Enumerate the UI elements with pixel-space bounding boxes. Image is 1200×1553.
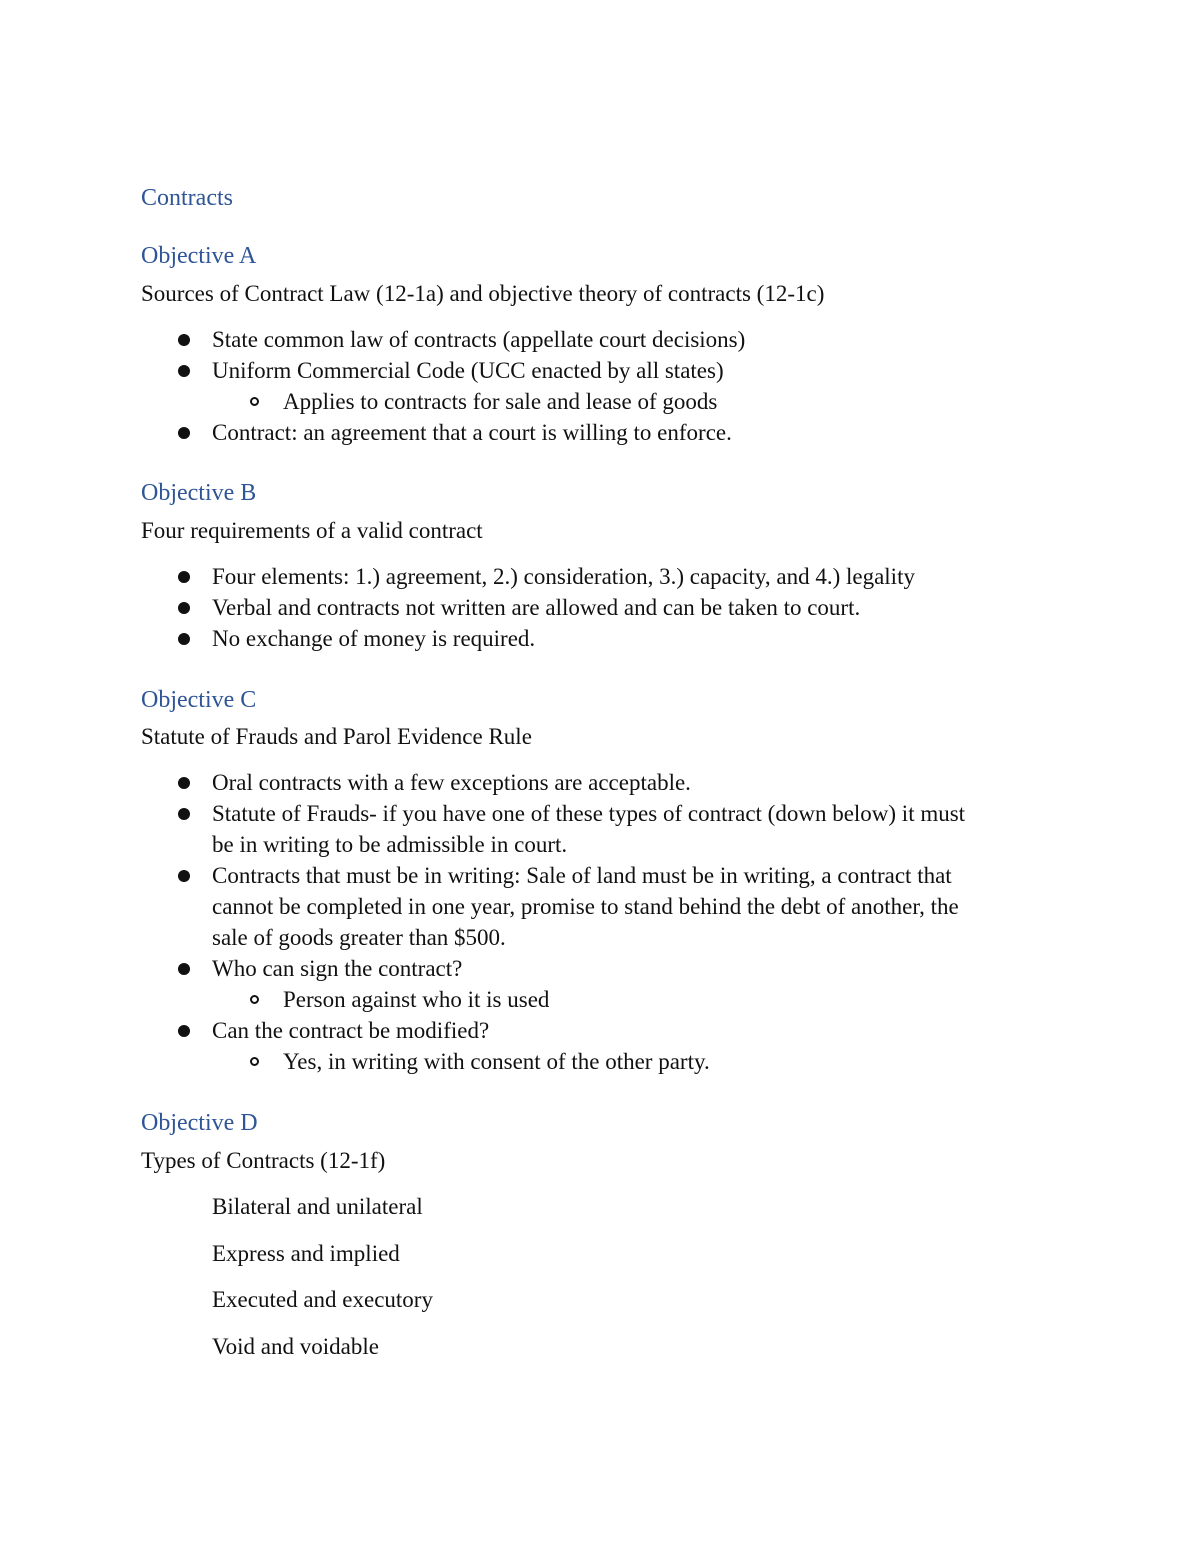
list-item: Who can sign the contract?	[212, 956, 463, 981]
list-item: Verbal and contracts not written are allowed and can be taken to court.	[212, 595, 861, 620]
contract-type-item: Void and voidable	[212, 1334, 379, 1359]
hollow-bullet-icon	[250, 397, 259, 406]
list-item-continuation: sale of goods greater than $500.	[212, 925, 506, 950]
hollow-bullet-icon	[250, 995, 259, 1004]
list-item: No exchange of money is required.	[212, 626, 536, 651]
bullet-icon	[178, 633, 190, 645]
bullet-icon	[178, 808, 190, 820]
bullet-icon	[178, 334, 190, 346]
bullet-icon	[178, 870, 190, 882]
list-item: Statute of Frauds- if you have one of these types of contract (down below) it must	[212, 801, 966, 826]
list-item: Uniform Commercial Code (UCC enacted by all states)	[212, 358, 724, 383]
document-title: Contracts	[141, 185, 233, 211]
contract-type-item: Bilateral and unilateral	[212, 1194, 423, 1219]
objective-a-intro: Sources of Contract Law (12-1a) and objective theory of contracts (12-1c)	[141, 281, 825, 306]
bullet-icon	[178, 1025, 190, 1037]
contract-type-item: Executed and executory	[212, 1287, 433, 1312]
objective-a-heading: Objective A	[141, 243, 257, 269]
objective-c-heading: Objective C	[141, 687, 257, 713]
bullet-icon	[178, 571, 190, 583]
bullet-icon	[178, 427, 190, 439]
bullet-icon	[178, 365, 190, 377]
list-item: Can the contract be modified?	[212, 1018, 490, 1043]
objective-c-intro: Statute of Frauds and Parol Evidence Rule	[141, 724, 532, 749]
bullet-icon	[178, 777, 190, 789]
sub-list-item: Yes, in writing with consent of the other party.	[283, 1049, 710, 1074]
list-item-continuation: cannot be completed in one year, promise to stand behind the debt of another, the	[212, 894, 959, 919]
objective-d-intro: Types of Contracts (12-1f)	[141, 1148, 386, 1173]
list-item: Contract: an agreement that a court is willing to enforce.	[212, 420, 732, 445]
list-item: Oral contracts with a few exceptions are acceptable.	[212, 770, 691, 795]
list-item-continuation: be in writing to be admissible in court.	[212, 832, 568, 857]
hollow-bullet-icon	[250, 1057, 259, 1066]
bullet-icon	[178, 963, 190, 975]
sub-list-item: Applies to contracts for sale and lease of goods	[283, 389, 718, 414]
list-item: Four elements: 1.) agreement, 2.) consideration, 3.) capacity, and 4.) legality	[212, 564, 915, 589]
bullet-icon	[178, 602, 190, 614]
objective-b-intro: Four requirements of a valid contract	[141, 518, 483, 543]
objective-d-heading: Objective D	[141, 1110, 258, 1136]
contract-type-item: Express and implied	[212, 1241, 400, 1266]
sub-list-item: Person against who it is used	[283, 987, 550, 1012]
list-item: Contracts that must be in writing: Sale of land must be in writing, a contract that	[212, 863, 952, 888]
objective-b-heading: Objective B	[141, 480, 257, 506]
list-item: State common law of contracts (appellate court decisions)	[212, 327, 746, 352]
